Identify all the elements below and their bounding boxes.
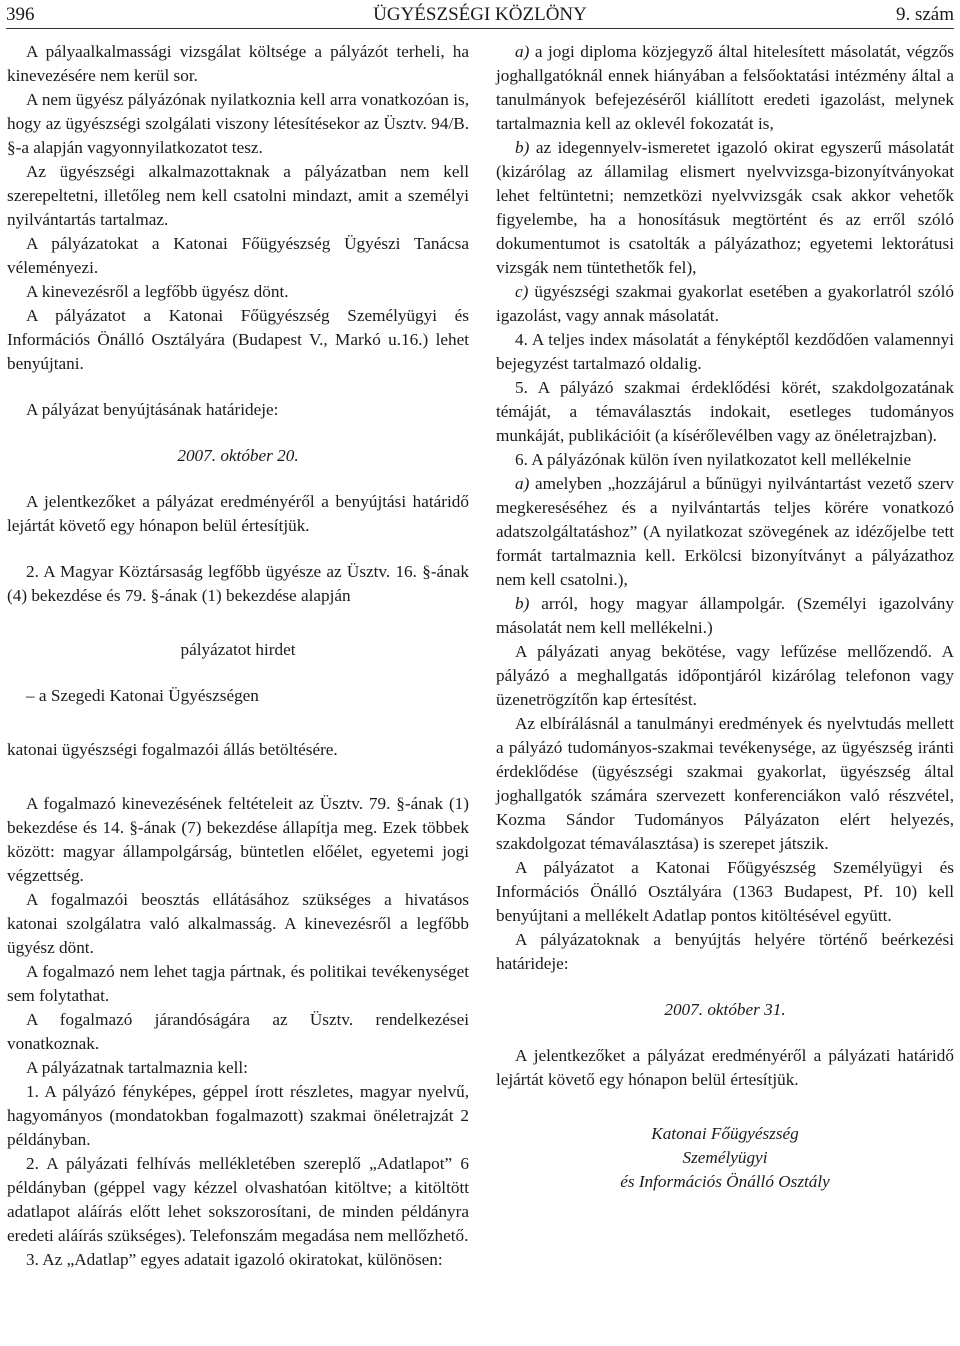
paragraph-notify: A jelentkezőket a pályázat eredményéről a pályázati határidő lejártát követő egy hónapon belül értesítjük.	[496, 1046, 954, 1089]
item-6-declaration: 6. A pályázónak külön íven nyilatkozatot kell mellékelnie	[515, 450, 912, 469]
item-6b-citizenship	[496, 592, 954, 640]
item-1-cv: 1. A pályázó fényképes, géppel írott részletes, magyar nyelvű, hagyományos (mondatokban fogalmazott) szakmai önéletrajzát 2 példányban.	[7, 1082, 469, 1149]
paragraph-declaration: A nem ügyész pályázónak nyilatkoznia kell arra vonatkozóan is, hogy az ügyészségi szolgálati viszony létesítésekor az Üsztv. 94/B. §-a alapján vagyonnyilatkozatot tesz.	[7, 90, 469, 157]
item-3c-practice	[496, 280, 954, 328]
item-6a-criminal-record	[496, 472, 954, 592]
item-text: amelyben „hozzájárul a bűnügyi nyilvántartást vezető szerv megkereséséhez és a nyilvántartás teljes körére vonatkozó adatszolgáltatáshoz” (A nyilatkozat szövegének az idézőjelbe tett formát tartalmaznia kell. Erkölcsi bizonyítványt a pályázathoz nem kell csatolni.),	[496, 474, 954, 589]
header-rule	[6, 28, 954, 29]
item-2-datasheet: 2. A pályázati felhívás mellékletében szereplő „Adatlapot” 6 példányban (géppel vagy kézzel olvashatóan kitöltve; a kitöltött adatlapot aláírás előtt lehet sokszorosítani, de minden példányra eredeti aláírás szükséges). Telefonszám megadása nem mellőzhető.	[7, 1154, 469, 1245]
paragraph-contents: A pályázatnak tartalmaznia kell:	[26, 1058, 248, 1077]
signature-line-1: Katonai Főügyészség	[651, 1124, 799, 1143]
item-3-documents: 3. Az „Adatlap” egyes adatait igazoló okiratokat, különösen:	[26, 1250, 443, 1269]
item-4-index: 4. A teljes index másolatát a fényképtől kezdődően valamennyi bejegyzést tartalmazó oldalig.	[496, 330, 954, 373]
item-marker: b)	[515, 594, 530, 613]
paragraph-decision: A kinevezésről a legfőbb ügyész dönt.	[26, 282, 289, 301]
paragraph-arrival-deadline: A pályázatoknak a benyújtás helyére történő beérkezési határideje:	[496, 930, 954, 973]
position-line: katonai ügyészségi fogalmazói állás betöltésére.	[7, 740, 338, 759]
paragraph-binding: A pályázati anyag bekötése, vagy lefűzése mellőzendő. A pályázó a meghallgatás időpontjáról kizárólag telefonon vagy üzenetrögzítőn kap értesítést.	[496, 642, 954, 709]
paragraph-submission: A pályázatot a Katonai Főügyészség Személyügyi és Információs Önálló Osztályára (Budapest V., Markó u.16.) lehet benyújtani.	[7, 306, 469, 373]
paragraph-salary: A fogalmazó járandóságára az Üsztv. rendelkezései vonatkoznak.	[7, 1010, 469, 1053]
location-line: – a Szegedi Katonai Ügyészségen	[26, 686, 259, 705]
journal-title: ÜGYÉSZSÉGI KÖZLÖNY	[373, 4, 587, 25]
item-3a-diploma	[496, 40, 954, 136]
paragraph-notify: A jelentkezőket a pályázat eredményéről a benyújtási határidő lejártát követő egy hónapon belül értesítjük.	[7, 492, 469, 535]
right-column	[496, 40, 954, 1194]
paragraph-military: A fogalmazói beosztás ellátásához szükséges a hivatásos katonai szolgálatra való alkalmasság. A kinevezésről a legfőbb ügyész dönt.	[7, 890, 469, 957]
item-text: az idegennyelv-ismeretet igazoló okirat egyszerű másolatát (kizárólag az államilag elismert nyelvvizsga-bizonyítványokat lehet feltüntetni; nemzetközi nyelvvizsgák csak akkor vehetők figyelembe, ha a honosításuk megtörtént és az erről szóló dokumentumot is csatolták a pályázathoz; egyetemi lektorátusi vizsgák nem tüntethetők fel),	[496, 138, 954, 277]
paragraph-evaluation: Az elbírálásnál a tanulmányi eredmények és nyelvtudás mellett a pályázó tudományos-szakmai tevékenysége, az ügyészség iránti érdeklődése (ügyészségi szakmai gyakorlat, ügyészség által joghallgatók számára szervezett konferenciákon való részvétel, Kozma Sándor Tudományos Pályázaton elért helyezés, szakdolgozat témaválasztása) is szerepet játszik.	[496, 714, 954, 853]
issue-number: 9. szám	[895, 4, 954, 25]
signature-line-3: és Információs Önálló Osztály	[620, 1172, 830, 1191]
left-column	[7, 40, 469, 1272]
deadline-date: 2007. október 31.	[664, 1000, 786, 1019]
page-header	[6, 2, 954, 28]
paragraph-conditions: A fogalmazó kinevezésének feltételeit az Üsztv. 79. §-ának (1) bekezdése és 14. §-ának (7) bekezdése állapítja meg. Ezek többek között: magyar állampolgárság, büntetlen előélet, egyetemi jogi végzettség.	[7, 794, 469, 885]
item-3b-language	[496, 136, 954, 280]
item-marker: a)	[515, 474, 530, 493]
item-marker: a)	[515, 42, 530, 61]
item-5-interests: 5. A pályázó szakmai érdeklődési körét, szakdolgozatának témáját, a témaválasztás indokait, esetleges tudományos munkáját, publikációit (a kísérőlevélben vagy az önéletrajzban).	[496, 378, 954, 445]
deadline-label: A pályázat benyújtásának határideje:	[26, 400, 279, 419]
paragraph-politics: A fogalmazó nem lehet tagja pártnak, és politikai tevékenységet sem folytathat.	[7, 962, 469, 1005]
item-marker: b)	[515, 138, 530, 157]
item-text: ügyészségi szakmai gyakorlat esetében a gyakorlatról szóló igazolást, vagy annak másolatát.	[496, 282, 954, 325]
signature-line-2: Személyügyi	[682, 1148, 768, 1167]
page-number: 396	[6, 4, 35, 25]
paragraph-submit-address: A pályázatot a Katonai Főügyészség Személyügyi és Információs Önálló Osztályára (1363 Budapest, Pf. 10) kell benyújtani a mellékelt Adatlap pontos kitöltésével együtt.	[496, 858, 954, 925]
item-text: arról, hogy magyar állampolgár. (Személyi igazolvány másolatát nem kell mellékelni.)	[496, 594, 954, 637]
item-marker: c)	[515, 282, 529, 301]
section-2-intro: 2. A Magyar Köztársaság legfőbb ügyésze az Üsztv. 16. §-ának (4) bekezdése és 79. §-ának (1) bekezdése alapján	[7, 562, 469, 605]
deadline-date: 2007. október 20.	[177, 446, 299, 465]
item-text: a jogi diploma közjegyző által hitelesített másolatát, végzős joghallgatóknál ennek hiányában a felsőoktatási intézmény által a tanulmányok befejezéséről kiállított eredeti igazolást, melynek tartalmaznia kell az oklevél fokozatát is,	[496, 42, 954, 133]
announcement: pályázatot hirdet	[180, 640, 296, 659]
paragraph-employees: Az ügyészségi alkalmazottaknak a pályázatban nem kell szerepeltetni, illetőleg nem kell csatolni mindazt, amit a személyi nyilvántartás tartalmaz.	[7, 162, 469, 229]
paragraph-cost: A pályaalkalmassági vizsgálat költsége a pályázót terheli, ha kinevezésére nem kerül sor.	[7, 42, 469, 85]
paragraph-council: A pályázatokat a Katonai Főügyészség Ügyészi Tanácsa véleményezi.	[7, 234, 469, 277]
